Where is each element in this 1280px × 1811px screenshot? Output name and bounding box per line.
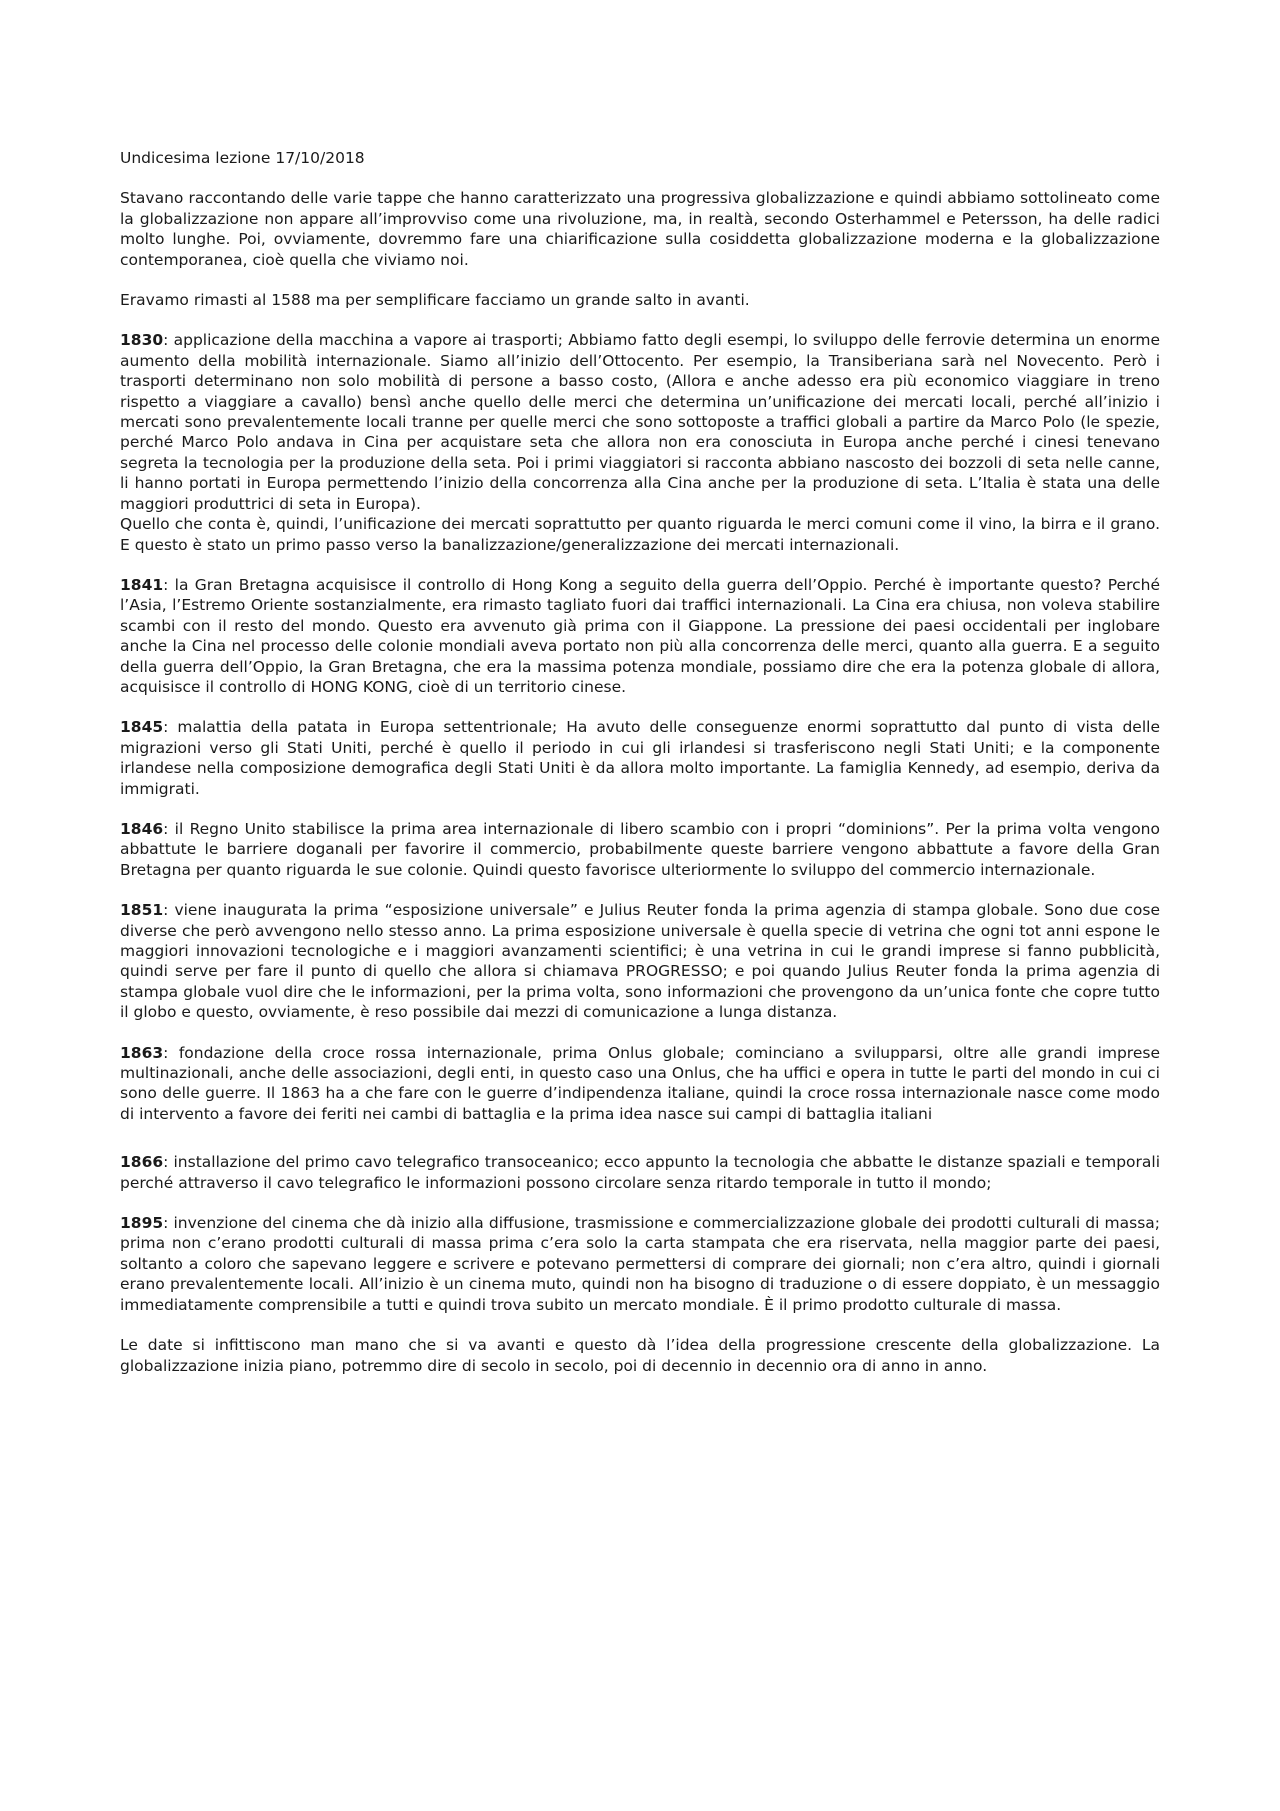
lesson-title: Undicesima lezione 17/10/2018	[120, 149, 365, 167]
entry-1895	[120, 1213, 1160, 1315]
entry-1846	[120, 819, 1160, 880]
year-label: 1846	[120, 819, 164, 838]
conclusion-paragraph: Le date si infittiscono man mano che si va avanti e questo dà l’idea della progressione crescente della globalizzazione. La globalizzazione inizia piano, potremmo dire di secolo in secolo, poi di decennio in decennio ora di anno in anno.	[120, 1336, 1160, 1375]
document-page	[120, 148, 1160, 1396]
year-label: 1845	[120, 718, 164, 737]
intro-paragraph: Stavano raccontando delle varie tappe che hanno caratterizzato una progressiva globalizzazione e quindi abbiamo sottolineato come la globalizzazione non appare all’improvviso come una rivoluzione, ma, in realtà, secondo Osterhammel e Petersson, ha delle radici molto lunghe. Poi, ovviamente, dovremmo fare una chiarificazione sulla cosiddetta globalizzazione moderna e la globalizzazione contemporanea, cioè quella che viviamo noi.	[120, 189, 1160, 269]
entry-1845	[120, 717, 1160, 799]
year-label: 1863	[120, 1043, 164, 1062]
entry-1830-continuation: Quello che conta è, quindi, l’unificazione dei mercati soprattutto per quanto riguarda le merci comuni come il vino, la birra e il grano. E questo è stato un primo passo verso la banalizzazione/generalizzazione dei mercati internazionali.	[120, 515, 1160, 554]
entry-1863	[120, 1043, 1160, 1125]
year-label: 1895	[120, 1214, 164, 1233]
paragraph-1588: Eravamo rimasti al 1588 ma per semplificare facciamo un grande salto in avanti.	[120, 291, 750, 310]
entry-text: : installazione del primo cavo telegrafico transoceanico; ecco appunto la tecnologia che abbatte le distanze spaziali e temporali perché attraverso il cavo telegrafico le informazioni possono circolare senza ritardo temporale in tutto il mondo;	[120, 1153, 1160, 1192]
entry-1841	[120, 575, 1160, 697]
entry-text: : viene inaugurata la prima “esposizione universale” e Julius Reuter fonda la prima agenzia di stampa globale. Sono due cose diverse che però avvengono nello stesso anno. La prima esposizione universale è quella specie di vetrina che ogni tot anni espone le maggiori innovazioni tecnologiche e i maggiori avanzamenti scientifici; è una vetrina in cui le grandi imprese si fanno pubblicità, quindi serve per fare il punto di quello che allora si chiamava PROGRESSO; e poi quando Julius Reuter fonda la prima agenzia di stampa globale vuol dire che le informazioni, per la prima volta, sono informazioni che provengono da un’unica fonte che copre tutto il globo e questo, ovviamente, è reso possibile dai mezzi di comunicazione a lunga distanza.	[120, 901, 1160, 1022]
year-label: 1841	[120, 575, 164, 594]
entry-text: : fondazione della croce rossa internazionale, prima Onlus globale; cominciano a svilupparsi, oltre alle grandi imprese multinazionali, anche delle associazioni, degli enti, in questo caso una Onlus, che ha uffici e opera in tutte le parti del mondo in cui ci sono delle guerre. Il 1863 ha a che fare con le guerre d’indipendenza italiane, quindi la croce rossa internazionale nasce come modo di intervento a favore dei feriti nei cambi di battaglia e la prima idea nasce sui campi di battaglia italiani	[120, 1043, 1160, 1123]
entry-text: : la Gran Bretagna acquisisce il controllo di Hong Kong a seguito della guerra dell’Oppio. Perché è importante questo? Perché l’Asia, l’Estremo Oriente sostanzialmente, era rimasto tagliato fuori dai traffici internazionali. La Cina era chiusa, non voleva stabilire scambi con il resto del mondo. Questo era avvenuto già prima con il Giappone. La pressione dei paesi occidentali per inglobare anche la Cina nel processo delle colonie mondiali aveva portato non più alla concorrenza delle merci, quanto alla guerra. E a seguito della guerra dell’Oppio, la Gran Bretagna, che era la massima potenza mondiale, possiamo dire che era la potenza globale di allora, acquisisce il controllo di HONG KONG, cioè di un territorio cinese.	[120, 575, 1160, 696]
entry-text: : il Regno Unito stabilisce la prima area internazionale di libero scambio con i propri “dominions”. Per la prima volta vengono abbattute le barriere doganali per favorire il commercio, probabilmente queste barriere vengono abbattute a favore della Gran Bretagna per quanto riguarda le sue colonie. Quindi questo favorisce ulteriormente lo sviluppo del commercio internazionale.	[120, 819, 1160, 879]
year-label: 1851	[120, 901, 164, 920]
year-label: 1830	[120, 331, 164, 350]
year-label: 1866	[120, 1153, 164, 1172]
entry-text: : invenzione del cinema che dà inizio alla diffusione, trasmissione e commercializzazione globale dei prodotti culturali di massa; prima non c’erano prodotti culturali di massa prima c’era solo la carta stampata che era riservata, nella maggior parte dei paesi, soltanto a coloro che sapevano leggere e scrivere e potevano permettersi di comprare dei giornali; non c’era altro, quindi i giornali erano prevalentemente locali. All’inizio è un cinema muto, quindi non ha bisogno di traduzione o di essere doppiato, è un messaggio immediatamente comprensibile a tutti e quindi trova subito un mercato mondiale. È il primo prodotto culturale di massa.	[120, 1214, 1160, 1314]
entry-text: : malattia della patata in Europa settentrionale; Ha avuto delle conseguenze enormi soprattutto dal punto di vista delle migrazioni verso gli Stati Uniti, perché è quello il periodo in cui gli irlandesi si trasferiscono negli Stati Uniti; e la componente irlandese nella composizione demografica degli Stati Uniti è da allora molto importante. La famiglia Kennedy, ad esempio, deriva da immigrati.	[120, 718, 1160, 798]
entry-1851	[120, 900, 1160, 1022]
entry-1830	[120, 330, 1160, 514]
entry-text: : applicazione della macchina a vapore ai trasporti; Abbiamo fatto degli esempi, lo sviluppo delle ferrovie determina un enorme aumento della mobilità internazionale. Siamo all’inizio dell’Ottocento. Per esempio, la Transiberiana sarà nel Novecento. Però i trasporti determinano non solo mobilità di persone a basso costo, (Allora e anche adesso era più economico viaggiare in treno rispetto a viaggiare a cavallo) bensì anche quello delle merci che determina un’unificazione dei mercati locali, perché all’inizio i mercati sono prevalentemente locali tranne per quelle merci che sono sottoposte a traffici globali a partire da Marco Polo (le spezie, perché Marco Polo andava in Cina per acquistare seta che allora non era conosciuta in Europa anche perché i cinesi tenevano segreta la tecnologia per la produzione della seta. Poi i primi viaggiatori si racconta abbiano nascosto dei bozzoli di seta nelle canne, li hanno portati in Europa permettendo l’inizio della concorrenza alla Cina anche per la produzione di seta. L’Italia è stata una delle maggiori produttrici di seta in Europa).	[120, 331, 1160, 513]
entry-1866	[120, 1152, 1160, 1193]
